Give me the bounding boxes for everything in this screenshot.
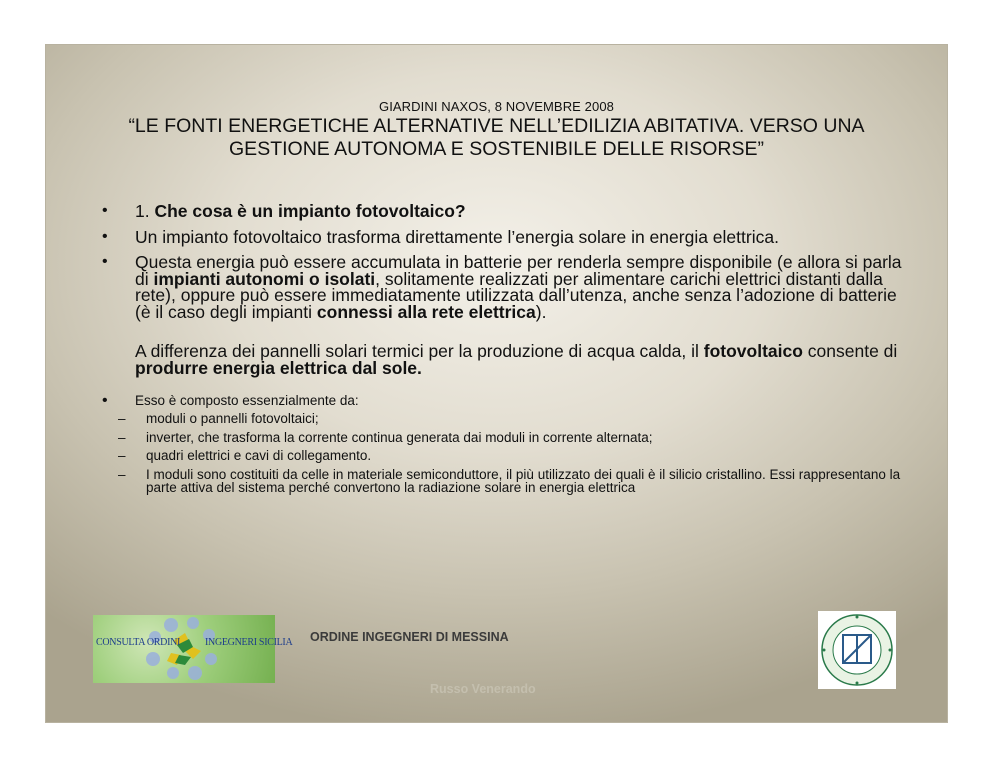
paragraph-text-a: A differenza dei pannelli solari termici per la produzione di acqua calda, il [135,341,704,361]
organization-label: ORDINE INGEGNERI DI MESSINA [310,630,509,644]
paragraph-text-b: consente di [802,341,898,361]
author-label: Russo Venerando [430,682,536,696]
slide-title [66,115,927,161]
bullet-1-prefix: 1. [135,201,155,221]
paragraph-bold-a: fotovoltaico [703,341,803,361]
consulta-ordini-logo [93,615,293,683]
event-line: GIARDINI NAXOS, 8 NOVEMBRE 2008 [378,99,614,114]
bullet-1 [102,203,902,220]
bullet-3-bold-b: connessi alla rete elettrica [316,301,536,322]
stars-wreath-icon [93,615,275,683]
sub-item: – I moduli sono costituiti da celle in materiale semiconduttore, il più utilizzato dei quali è il silicio cristallino. Essi rappresentano la parte attiva del sistema perché convertono la radiazione solare in energia elettrica [102,468,902,495]
bullet-1-question: Che cosa è un impianto fotovoltaico? [154,201,466,221]
logo-left-text-1: CONSULTA ORDINI [96,637,181,648]
bullet-3 [102,254,902,320]
sub-item: – moduli o pannelli fotovoltaici; [102,412,902,426]
bullet-3-bold-a: impianti autonomi o isolati [153,268,376,289]
bullet-4: • Esso è composto essenzialmente da: [102,394,902,408]
logo-left-text-2: INGEGNERI SICILIA [205,637,293,648]
paragraph-differenza [102,343,902,376]
sub-item: – inverter, che trasforma la corrente continua generata dai moduli in corrente alternata; [102,431,902,445]
paragraph-bold-b: produrre energia elettrica dal sole. [135,357,422,378]
ordine-catania-logo [818,611,896,689]
sub-item: – quadri elettrici e cavi di collegamento. [102,449,902,463]
bullet-3-text-a: Questa energia può essere accumulata in batterie per renderla sempre disponibile (e allora si parla di [135,252,902,289]
bullet-2: • Un impianto fotovoltaico trasforma direttamente l’energia solare in energia elettrica. [102,229,902,246]
ordine-catania-emblem-icon [818,611,896,689]
title-line-2: GESTIONE AUTONOMA E SOSTENIBILE DELLE RISORSE” [229,138,764,160]
bullet-list [102,203,902,500]
title-line-1: “LE FONTI ENERGETICHE ALTERNATIVE NELL’EDILIZIA ABITATIVA. VERSO UNA [128,115,865,137]
slide [46,45,947,722]
bullet-3-text-b: , solitamente realizzati per alimentare carichi elettrici distanti dalla rete), oppure può essere immediatamente utilizzata dall’utenza, anche senza l’adozione di batterie (è il caso degli impianti [135,268,897,322]
bullet-3-text-c: ). [535,301,547,322]
